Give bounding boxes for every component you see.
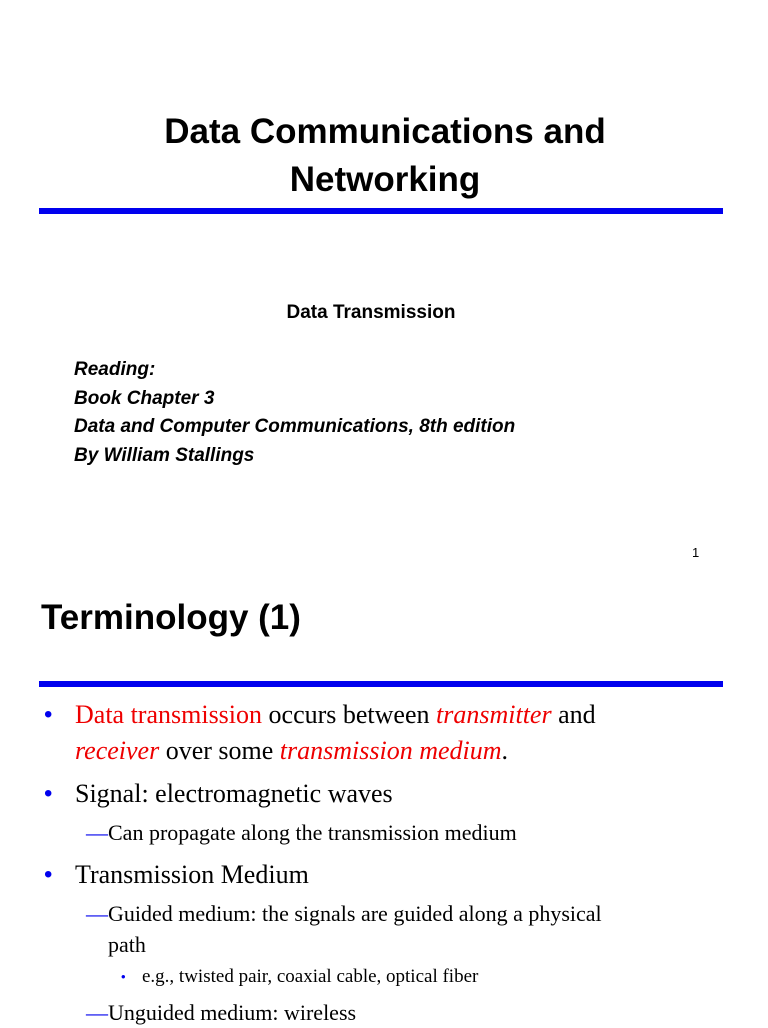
- slide1-title: [40, 108, 730, 204]
- bullet-icon: •: [44, 701, 53, 728]
- bullet-icon: •: [44, 861, 53, 888]
- reading-heading: Reading:: [74, 359, 156, 380]
- term-data-transmission: Data transmission: [75, 700, 263, 729]
- bullet3-sub2-text: Unguided medium: wireless: [108, 1000, 357, 1025]
- slide1-subtitle: Data Transmission: [286, 302, 456, 323]
- bullet1-text-c: over some: [159, 736, 280, 765]
- bullet2-sub1-text: Can propagate along the transmission medium: [108, 820, 517, 845]
- page-number: 1: [692, 545, 700, 560]
- slide1-title-line1: Data Communications and: [164, 112, 606, 151]
- bullet-icon: •: [44, 780, 53, 807]
- term-transmitter: transmitter: [436, 700, 552, 729]
- slide2-title: Terminology (1): [41, 598, 301, 637]
- reading-line-author: By William Stallings: [74, 444, 255, 466]
- bullet2-sub1: [86, 817, 517, 848]
- slide1-title-line2: Networking: [289, 160, 481, 199]
- term-transmission-medium: transmission medium: [279, 736, 502, 765]
- sub-bullet-icon: •: [121, 969, 126, 984]
- bullet1-text-d: .: [501, 736, 509, 765]
- bullet1-text-a: occurs between: [262, 700, 437, 729]
- dash-icon: —: [86, 1000, 108, 1025]
- bullet3-text: Transmission Medium: [75, 860, 309, 889]
- bullet2-text: Signal: electromagnetic waves: [75, 779, 393, 808]
- bullet1-line1: [75, 697, 596, 733]
- bullet3-sub1-text: Guided medium: the signals are guided along a physical: [108, 901, 602, 926]
- dash-icon: —: [86, 901, 108, 926]
- bullet1-line2: [75, 733, 508, 769]
- term-receiver: receiver: [75, 736, 160, 765]
- reading-line-book: Data and Computer Communications, 8th edition: [74, 416, 516, 437]
- reading-list: [74, 356, 515, 470]
- title-divider-1: [39, 208, 723, 214]
- bullet3-sub1-line2: path: [108, 932, 146, 957]
- bullet3-sub2: [86, 997, 356, 1028]
- reading-line-chapter: Book Chapter 3: [74, 387, 215, 409]
- bullet3-sub1-example: e.g., twisted pair, coaxial cable, optical fiber: [142, 966, 479, 987]
- dash-icon: —: [86, 820, 108, 845]
- bullet1-text-b: and: [551, 700, 596, 729]
- title-divider-2: [39, 681, 723, 687]
- bullet3-sub1-line1: [86, 898, 602, 929]
